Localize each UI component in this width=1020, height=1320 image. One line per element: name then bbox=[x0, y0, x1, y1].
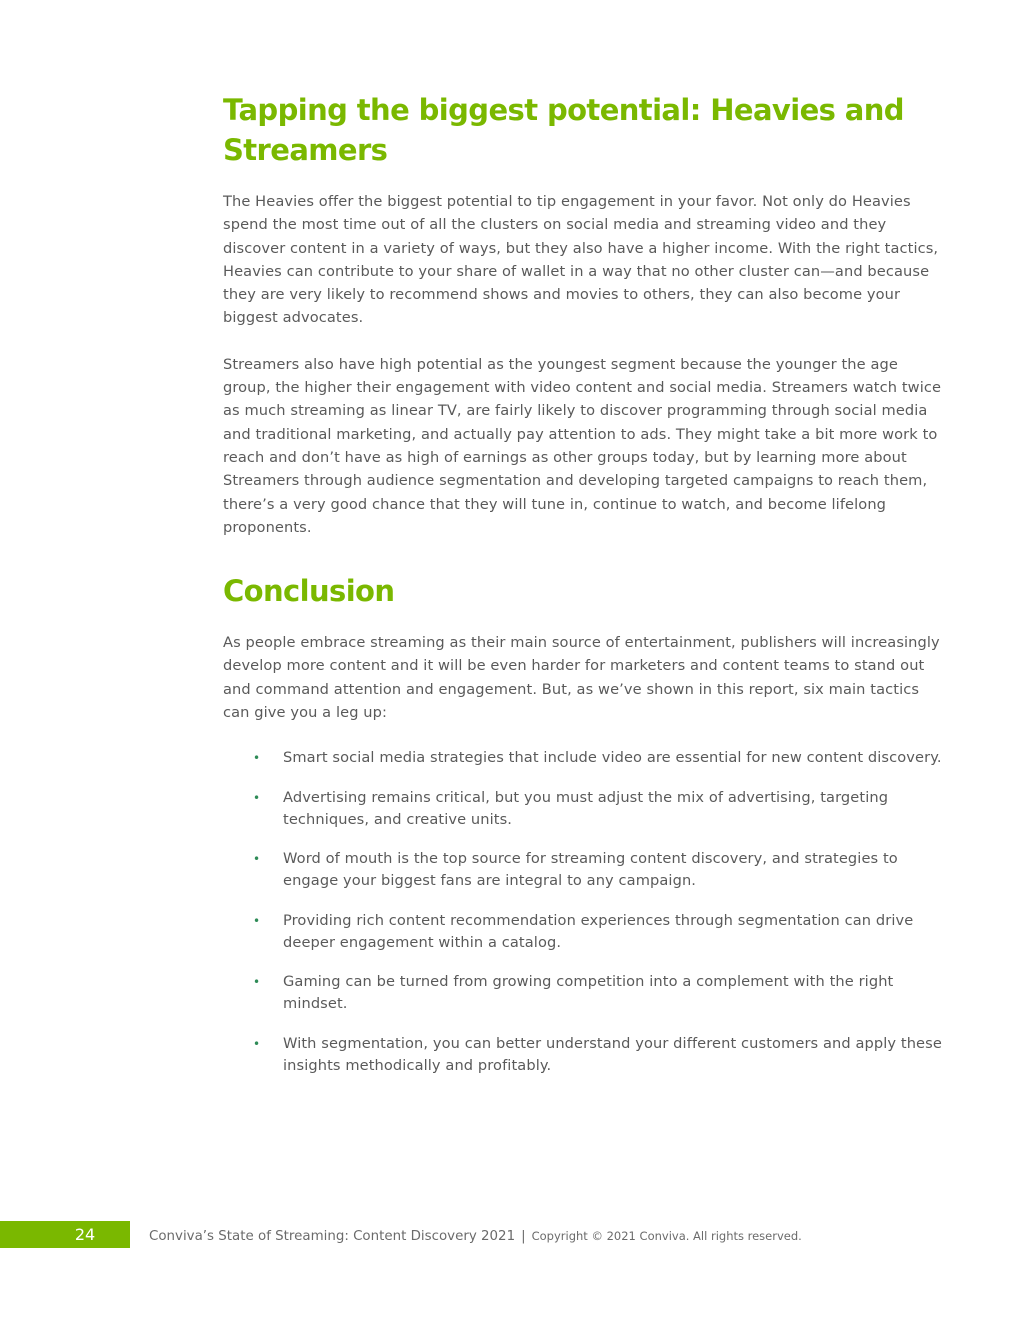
paragraph-streamers: Streamers also have high potential as the youngest segment because the younger the age group, the higher their engagement with video content and social media. Streamers watch twice as much streaming as linear TV, are fairly likely to discover programming through social media and traditional marketing, and actually pay attention to ads. They might take a bit more work to reach and don’t have as high of earnings as other groups today, but by learning more about Streamers through audience segmentation and developing targeted campaigns to reach them, there’s a very good chance that they will tune in, continue to watch, and become lifelong proponents. bbox=[223, 355, 942, 536]
list-item-text: With segmentation, you can better understand your different customers and apply these insights methodically and profitably. bbox=[283, 1034, 942, 1074]
bullet-icon: • bbox=[253, 790, 261, 805]
list-item bbox=[223, 787, 945, 831]
list-item bbox=[223, 910, 945, 954]
section-heading-conclusion: Conclusion bbox=[223, 574, 395, 609]
footer-report-title: Conviva’s State of Streaming: Content Discovery 2021 bbox=[149, 1229, 516, 1244]
tactics-list bbox=[223, 747, 945, 1077]
bullet-icon: • bbox=[253, 751, 261, 766]
section-heading-potential: Tapping the biggest potential: Heavies and Streamers bbox=[223, 93, 904, 167]
list-item-text: Smart social media strategies that include video are essential for new content discovery. bbox=[283, 749, 942, 767]
list-item bbox=[223, 747, 945, 769]
paragraph-conclusion-intro: As people embrace streaming as their main source of entertainment, publishers will increasingly develop more content and it will be even harder for marketers and content teams to stand out and command attention and engagement. But, as we’ve shown in this report, six main tactics can give you a leg up: bbox=[223, 634, 940, 722]
list-item bbox=[223, 971, 945, 1015]
footer-separator: | bbox=[521, 1229, 526, 1244]
paragraph-heavies: The Heavies offer the biggest potential to tip engagement in your favor. Not only do Heavies spend the most time out of all the clusters on social media and streaming video and they discover content in a variety of ways, but they also have a higher income. With the right tactics, Heavies can contribute to your share of wallet in a way that no other cluster can—and because they are very likely to recommend shows and movies to others, they can also become your biggest advocates. bbox=[223, 193, 939, 327]
page-number: 24 bbox=[0, 1221, 130, 1248]
list-item bbox=[223, 848, 945, 892]
footer-copyright: Copyright © 2021 Conviva. All rights reserved. bbox=[531, 1229, 802, 1243]
main-content bbox=[223, 90, 945, 1094]
bullet-icon: • bbox=[253, 852, 261, 867]
bullet-icon: • bbox=[253, 1036, 261, 1051]
list-item-text: Providing rich content recommendation experiences through segmentation can drive deeper engagement within a catalog. bbox=[283, 911, 914, 951]
list-item bbox=[223, 1033, 945, 1077]
list-item-text: Advertising remains critical, but you must adjust the mix of advertising, targeting techniques, and creative units. bbox=[283, 788, 889, 828]
list-item-text: Gaming can be turned from growing competition into a complement with the right mindset. bbox=[283, 973, 894, 1013]
bullet-icon: • bbox=[253, 975, 261, 990]
page-footer bbox=[0, 1221, 1020, 1248]
footer-text bbox=[149, 1221, 802, 1250]
list-item-text: Word of mouth is the top source for streaming content discovery, and strategies to engage your biggest fans are integral to any campaign. bbox=[283, 850, 898, 890]
bullet-icon: • bbox=[253, 913, 261, 928]
